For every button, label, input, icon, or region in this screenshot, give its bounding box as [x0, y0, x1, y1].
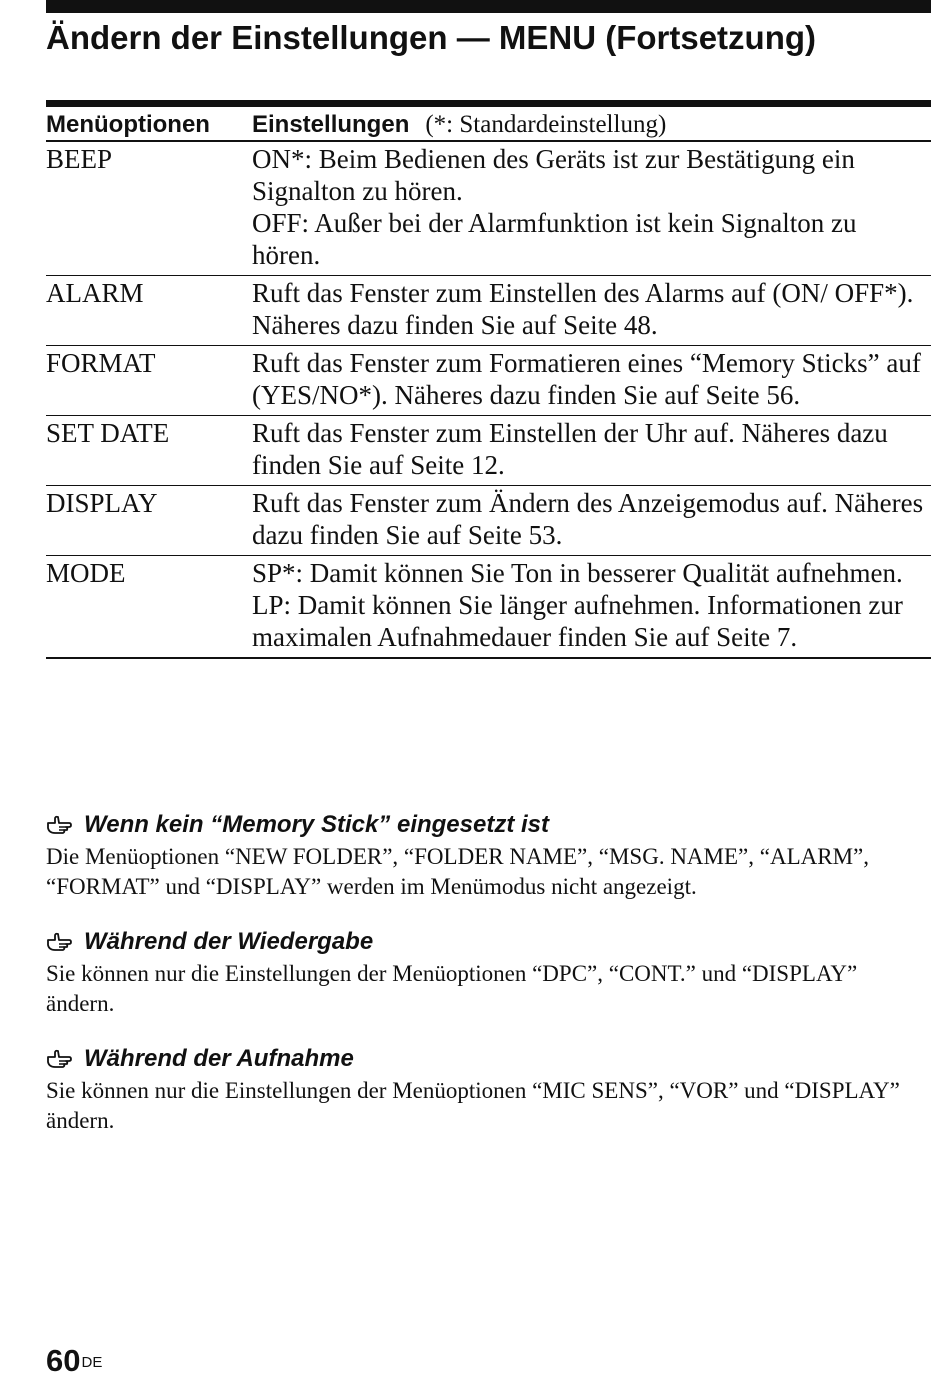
pointing-hand-icon	[46, 930, 72, 954]
table-row	[46, 276, 931, 346]
page-title: Ändern der Einstellungen — MENU (Fortsetzung)	[46, 19, 817, 56]
header-default-note: (*: Standardeinstellung)	[425, 111, 667, 138]
note-title	[46, 1042, 931, 1076]
note-title-text: Wenn kein “Memory Stick” eingesetzt ist	[84, 811, 550, 838]
menu-option-name: MODE	[46, 558, 126, 588]
header-menu-options: Menüoptionen	[46, 111, 210, 138]
menu-option-name: SET DATE	[46, 418, 170, 448]
note-block	[46, 808, 931, 902]
pointing-hand-icon	[46, 813, 72, 837]
pointing-hand-icon	[46, 1047, 72, 1071]
menu-options-table	[46, 100, 931, 659]
menu-option-settings	[252, 277, 931, 341]
menu-option-settings	[252, 417, 931, 481]
note-title	[46, 808, 931, 842]
menu-option-settings	[252, 557, 931, 653]
note-body: Sie können nur die Einstellungen der Menüoptionen “MIC SENS”, “VOR” und “DISPLAY” ändern.	[46, 1078, 900, 1133]
table-row	[46, 486, 931, 556]
setting-line: Ruft das Fenster zum Ändern des Anzeigemodus auf. Näheres dazu finden Sie auf Seite 53.	[252, 488, 924, 550]
setting-line: SP*: Damit können Sie Ton in besserer Qualität aufnehmen.	[252, 558, 903, 588]
setting-line: Ruft das Fenster zum Formatieren eines “Memory Sticks” auf (YES/NO*). Näheres dazu finden Sie auf Seite 56.	[252, 348, 921, 410]
menu-option-name: DISPLAY	[46, 488, 158, 518]
menu-option-name: BEEP	[46, 144, 113, 174]
note-body: Die Menüoptionen “NEW FOLDER”, “FOLDER NAME”, “MSG. NAME”, “ALARM”, “FORMAT” und “DISPLAY” werden im Menümodus nicht angezeigt.	[46, 844, 869, 899]
page-number	[46, 1343, 102, 1379]
header-settings: Einstellungen	[252, 111, 410, 138]
notes-section	[46, 808, 931, 1159]
note-title-text: Während der Aufnahme	[84, 1045, 354, 1072]
note-body: Sie können nur die Einstellungen der Menüoptionen “DPC”, “CONT.” und “DISPLAY” ändern.	[46, 961, 858, 1016]
table-row	[46, 346, 931, 416]
top-rule	[46, 0, 931, 13]
page-language-suffix: DE	[81, 1354, 103, 1371]
table-row	[46, 142, 931, 276]
note-title	[46, 925, 931, 959]
table-row	[46, 556, 931, 659]
setting-line: LP: Damit können Sie länger aufnehmen. Informationen zur maximalen Aufnahmedauer finden Sie auf Seite 7.	[252, 590, 903, 652]
note-title-text: Während der Wiedergabe	[84, 928, 374, 955]
setting-line: OFF: Außer bei der Alarmfunktion ist kein Signalton zu hören.	[252, 208, 857, 270]
table-header	[46, 100, 931, 142]
note-block	[46, 925, 931, 1019]
setting-line: ON*: Beim Bedienen des Geräts ist zur Bestätigung ein Signalton zu hören.	[252, 144, 855, 206]
menu-option-settings	[252, 487, 931, 551]
setting-line: Ruft das Fenster zum Einstellen der Uhr auf. Näheres dazu finden Sie auf Seite 12.	[252, 418, 888, 480]
menu-option-name: ALARM	[46, 278, 144, 308]
table-row	[46, 416, 931, 486]
page-number-value: 60	[46, 1343, 81, 1378]
menu-option-settings	[252, 143, 931, 271]
setting-line: Ruft das Fenster zum Einstellen des Alarms auf (ON/ OFF*). Näheres dazu finden Sie auf Seite 48.	[252, 278, 914, 340]
menu-option-settings	[252, 347, 931, 411]
menu-option-name: FORMAT	[46, 348, 156, 378]
note-block	[46, 1042, 931, 1136]
